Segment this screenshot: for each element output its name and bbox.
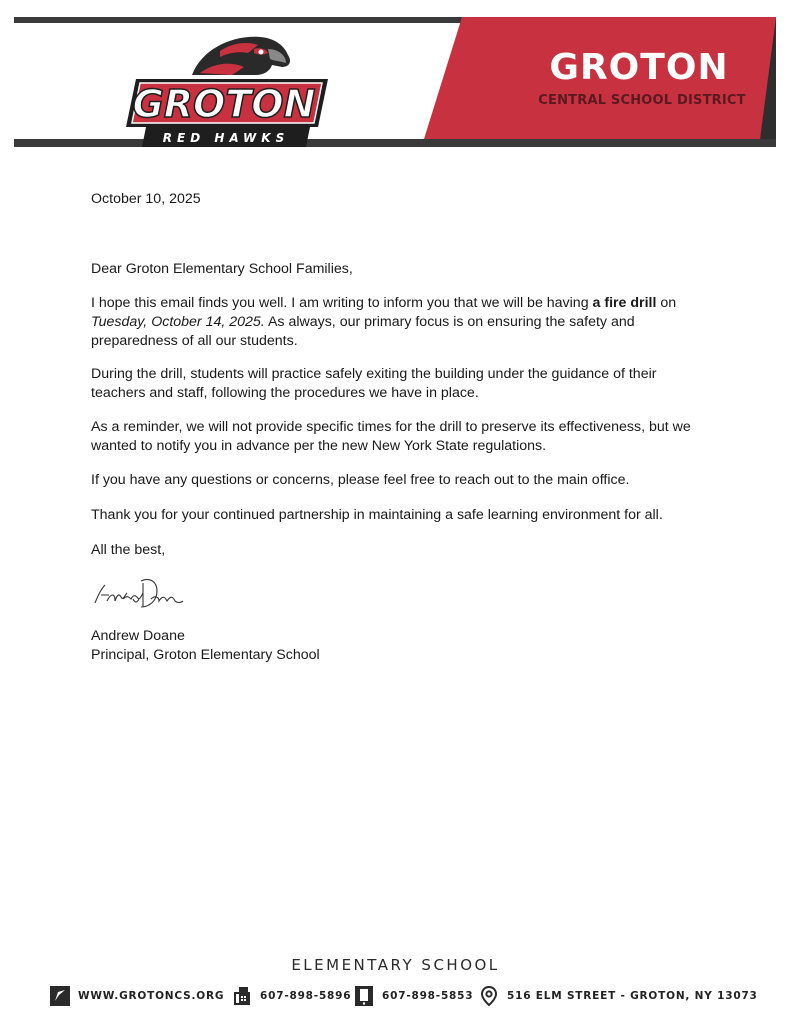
- letter-date: October 10, 2025: [91, 191, 201, 207]
- closing: All the best,: [91, 542, 166, 558]
- footer-address: [479, 986, 758, 1006]
- location-pin-icon: [479, 986, 499, 1006]
- fax-text: 607-898-5853: [382, 990, 474, 1002]
- paragraph-1: [91, 294, 711, 351]
- logo-subtext: RED HAWKS: [162, 131, 290, 145]
- cursor-icon: [50, 986, 70, 1006]
- footer-school-name: ELEMENTARY SCHOOL: [291, 956, 500, 974]
- salutation: Dear Groton Elementary School Families,: [91, 261, 353, 277]
- p1-italic-date: Tuesday, October 14, 2025.: [91, 314, 265, 330]
- p1-text-c: As always, our primary focus is on ensuring the safety and preparedness of all our students.: [91, 314, 635, 349]
- signer-name: Andrew Doane: [91, 628, 185, 644]
- fax-icon: [232, 986, 252, 1006]
- district-name: GROTON: [549, 47, 729, 88]
- phone-icon: [354, 986, 374, 1006]
- footer-fax: [354, 986, 473, 1006]
- district-subtitle: CENTRAL SCHOOL DISTRICT: [538, 93, 746, 108]
- paragraph-4: If you have any questions or concerns, please feel free to reach out to the main office.: [91, 472, 630, 488]
- p1-bold: a fire drill: [592, 295, 657, 311]
- paragraph-2: During the drill, students will practice safely exiting the building under the guidance of their teachers and staff, following the procedures we have in place.: [91, 366, 657, 401]
- letterhead: [14, 17, 776, 147]
- website-text[interactable]: WWW.GROTONCS.ORG: [78, 990, 225, 1002]
- paragraph-3: As a reminder, we will not provide specific times for the drill to preserve its effectiveness, but we wanted to notify you in advance per the new New York State regulations.: [91, 419, 691, 454]
- footer-phone: [232, 986, 351, 1006]
- paragraph-5: Thank you for your continued partnership in maintaining a safe learning environment for all.: [91, 507, 663, 523]
- p1-text-a: I hope this email finds you well. I am writing to inform you that we will be having: [91, 295, 593, 311]
- p1-text-b: on: [656, 295, 677, 311]
- red-hawks-logo: [122, 27, 332, 151]
- address-text: 516 ELM STREET - GROTON, NY 13073: [507, 990, 758, 1002]
- signature: [89, 573, 185, 613]
- logo-text: GROTON: [132, 82, 316, 126]
- signer-title: Principal, Groton Elementary School: [91, 647, 320, 663]
- phone-text: 607-898-5896: [260, 990, 352, 1002]
- footer-website[interactable]: [50, 986, 224, 1006]
